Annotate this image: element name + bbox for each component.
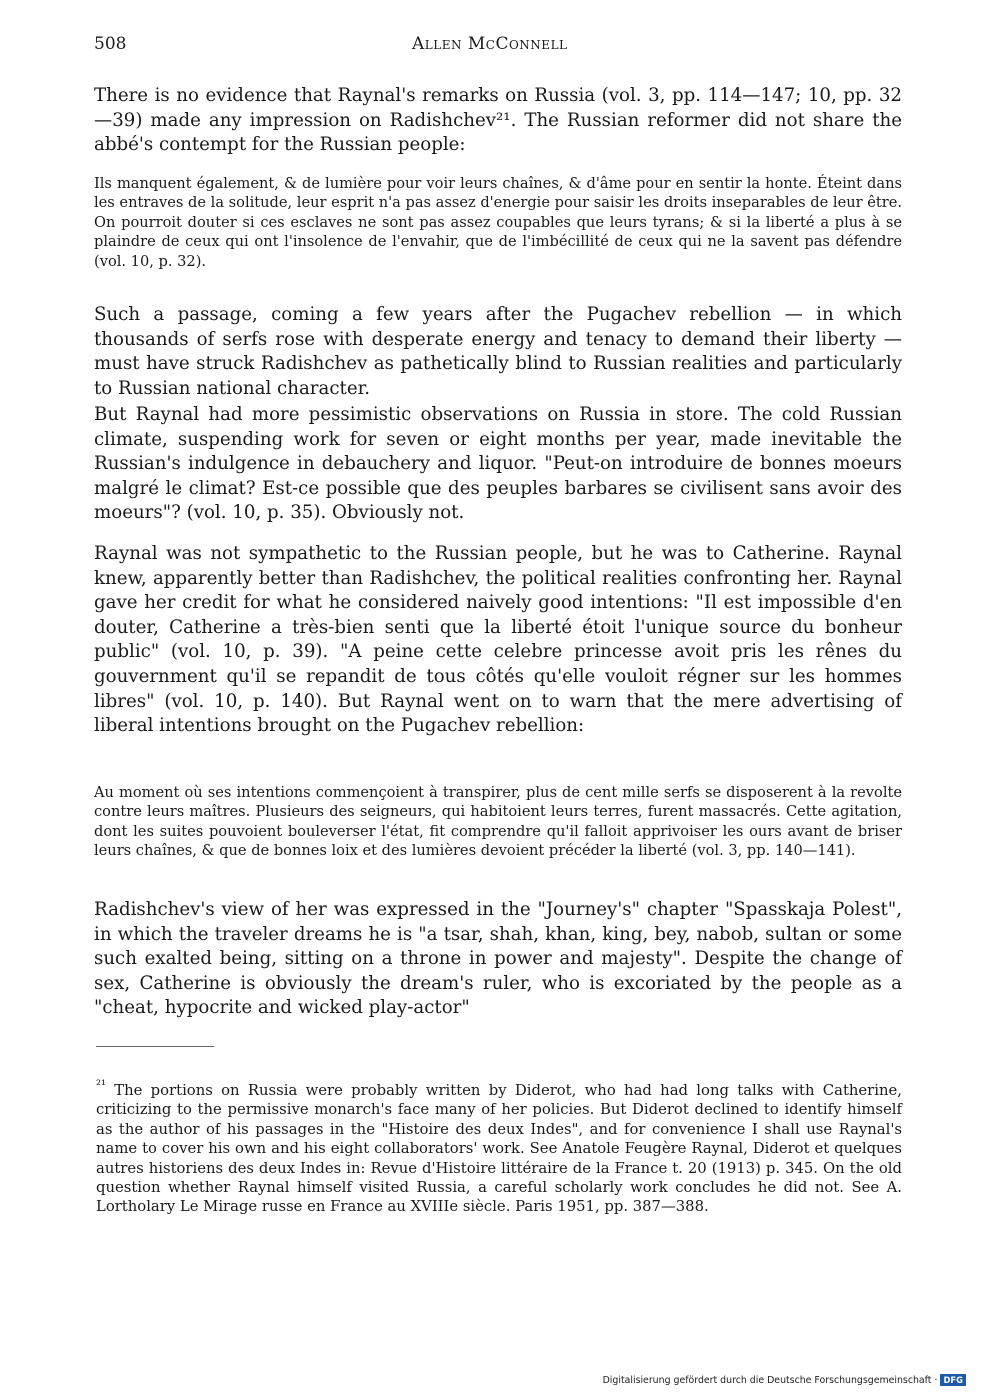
running-head: Allen McConnell: [412, 34, 568, 54]
dfg-logo: DFG: [940, 1374, 966, 1386]
block-quote-2: Au moment où ses intentions commençoient à transpirer, plus de cent mille serfs se disposerent à la revolte contre leurs maîtres. Plusieurs des seigneurs, qui habitoient leurs terres, furent massacrés. Cette agitation, dont les suites pouvoient bouleverser l'état, fit comprendre qu'il falloit apprivoiser les ours avant de briser leurs chaînes, & que de bonnes loix et des lumières devoient précéder la liberté (vol. 3, pp. 140—141).: [94, 784, 902, 860]
body-paragraph-3: But Raynal had more pessimistic observations on Russia in store. The cold Russian climate, suspending work for seven or eight months per year, made inevitable the Russian's indulgence in debauchery and liquor. "Peut-on introduire de bonnes moeurs malgré le climat? Est-ce possible que des peuples barbares se civilisent sans avoir des moeurs"? (vol. 10, p. 35). Obviously not.: [94, 404, 902, 524]
footnote-text: The portions on Russia were probably written by Diderot, who had had long talks with Catherine, criticizing to the permissive monarch's face many of her policies. But Diderot declined to identify himself as the author of his passages in the "Histoire des deux Indes", and for convenience I shall use Raynal's name to cover his own and his eight collaborators' work. See Anatole Feugère Raynal, Diderot et quelques autres historiens des deux Indes in: Revue d'Histoire littéraire de la France t. 20 (1913) p. 345. On the old question whether Raynal himself visited Russia, a careful scholarly work concludes he did not. See A. Lortholary Le Mirage russe en France au XVIIIe siècle. Paris 1951, pp. 387—388.: [96, 1081, 902, 1216]
digitization-credit-text: Digitalisierung gefördert durch die Deutsche Forschungsgemeinschaft ·: [602, 1374, 938, 1386]
footnote-marker: ²¹: [96, 1078, 106, 1092]
body-paragraph-2: Such a passage, coming a few years after the Pugachev rebellion — in which thousands of serfs rose with desperate energy and tenacy to demand their liberty — must have struck Radishchev as pathetically blind to Russian realities and particularly to Russian national character.: [94, 304, 902, 399]
digitization-credit: [603, 1374, 966, 1386]
body-paragraph-4: Raynal was not sympathetic to the Russian people, but he was to Catherine. Raynal knew, apparently better than Radishchev, the political realities confronting her. Raynal gave her credit for what he considered naively good intentions: "Il est impossible d'en douter, Catherine a très-bien senti que la liberté étoit l'unique source du bonheur public" (vol. 10, p. 39). "A peine cette celebre princesse avoit pris les rênes du gouvernment qu'il se repandit de tous côtés qu'elle vouloit régner sur les hommes libres" (vol. 10, p. 140). But Raynal went on to warn that the mere advertising of liberal intentions brought on the Pugachev rebellion:: [94, 543, 902, 737]
footnote-divider: [96, 1046, 214, 1047]
body-paragraph-1: There is no evidence that Raynal's remarks on Russia (vol. 3, pp. 114—147; 10, pp. 32—39) made any impression on Radishchev²¹. The Russian reformer did not share the abbé's contempt for the Russian people:: [94, 85, 902, 156]
page-number: 508: [94, 34, 127, 54]
block-quote-1: Ils manquent également, & de lumière pour voir leurs chaînes, & d'âme pour en sentir la honte. Éteint dans les entraves de la solitude, leur esprit n'a pas assez d'energie pour saisir les droits inseparables de leur être. On pourroit douter si ces esclaves ne sont pas assez coupables que leurs tyrans; & si la liberté a plus à se plaindre de ceux qui ont l'insolence de l'envahir, que de l'imbécillité de ceux qui ne la savent pas défendre (vol. 10, p. 32).: [94, 175, 902, 270]
body-paragraph-5: Radishchev's view of her was expressed in the "Journey's" chapter "Spasskaja Polest", in which the traveler dreams he is "a tsar, shah, khan, king, bey, nabob, sultan or some such exalted being, sitting on a throne in power and majesty". Despite the change of sex, Catherine is obviously the dream's ruler, who is excoriated by the people as a "cheat, hypocrite and wicked play-actor": [94, 899, 902, 1019]
footnote-21: [96, 1076, 902, 1217]
